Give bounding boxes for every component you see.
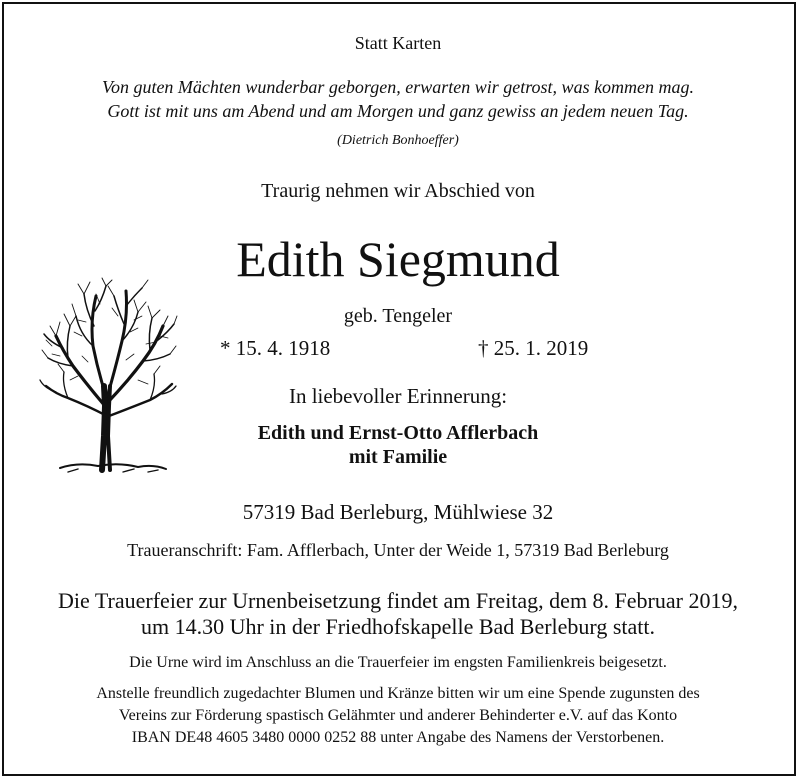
- mourners-line-2: mit Familie: [348, 446, 448, 468]
- ceremony-line-1: Die Trauerfeier zur Urnenbeisetzung findet am Freitag, dem 8. Februar 2019,: [58, 588, 738, 613]
- mourning-address: Traueranschrift: Fam. Afflerbach, Unter der Weide 1, 57319 Bad Berleburg: [127, 540, 669, 560]
- urn-note: Die Urne wird im Anschluss an die Trauerfeier im engsten Familienkreis beigesetzt.: [129, 654, 667, 671]
- poem-author: (Dietrich Bonhoeffer): [337, 133, 459, 148]
- donation-line-2: Vereins zur Förderung spastisch Gelähmter und anderer Behinderter e.V. auf das Konto: [118, 707, 678, 724]
- birth-date: * 15. 4. 1918: [220, 336, 331, 360]
- donation-line-3: IBAN DE48 4605 3480 0000 0252 88 unter Angabe des Namens der Verstorbenen.: [131, 729, 665, 746]
- ceremony-line-2: um 14.30 Uhr in der Friedhofskapelle Bad Berleburg statt.: [140, 614, 656, 639]
- donation-line-1: Anstelle freundlich zugedachter Blumen und Kränze bitten wir um eine Spende zugunsten des: [96, 685, 700, 702]
- mourners-line-1: Edith und Ernst-Otto Afflerbach: [257, 422, 539, 444]
- intro-text: Traurig nehmen wir Abschied von: [261, 180, 535, 202]
- family-address: 57319 Bad Berleburg, Mühlwiese 32: [242, 500, 554, 524]
- maiden-name: geb. Tengeler: [343, 305, 453, 327]
- poem-line-1: Von guten Mächten wunderbar geborgen, erwarten wir getrost, was kommen mag.: [101, 77, 695, 97]
- deceased-name: Edith Siegmund: [236, 231, 560, 287]
- poem-line-2: Gott ist mit uns am Abend und am Morgen und ganz gewiss an jedem neuen Tag.: [107, 101, 689, 121]
- memory-heading: In liebevoller Erinnerung:: [288, 384, 508, 408]
- death-date: † 25. 1. 2019: [478, 336, 589, 360]
- header-statt-karten: Statt Karten: [354, 33, 442, 53]
- tree-icon: [38, 276, 178, 476]
